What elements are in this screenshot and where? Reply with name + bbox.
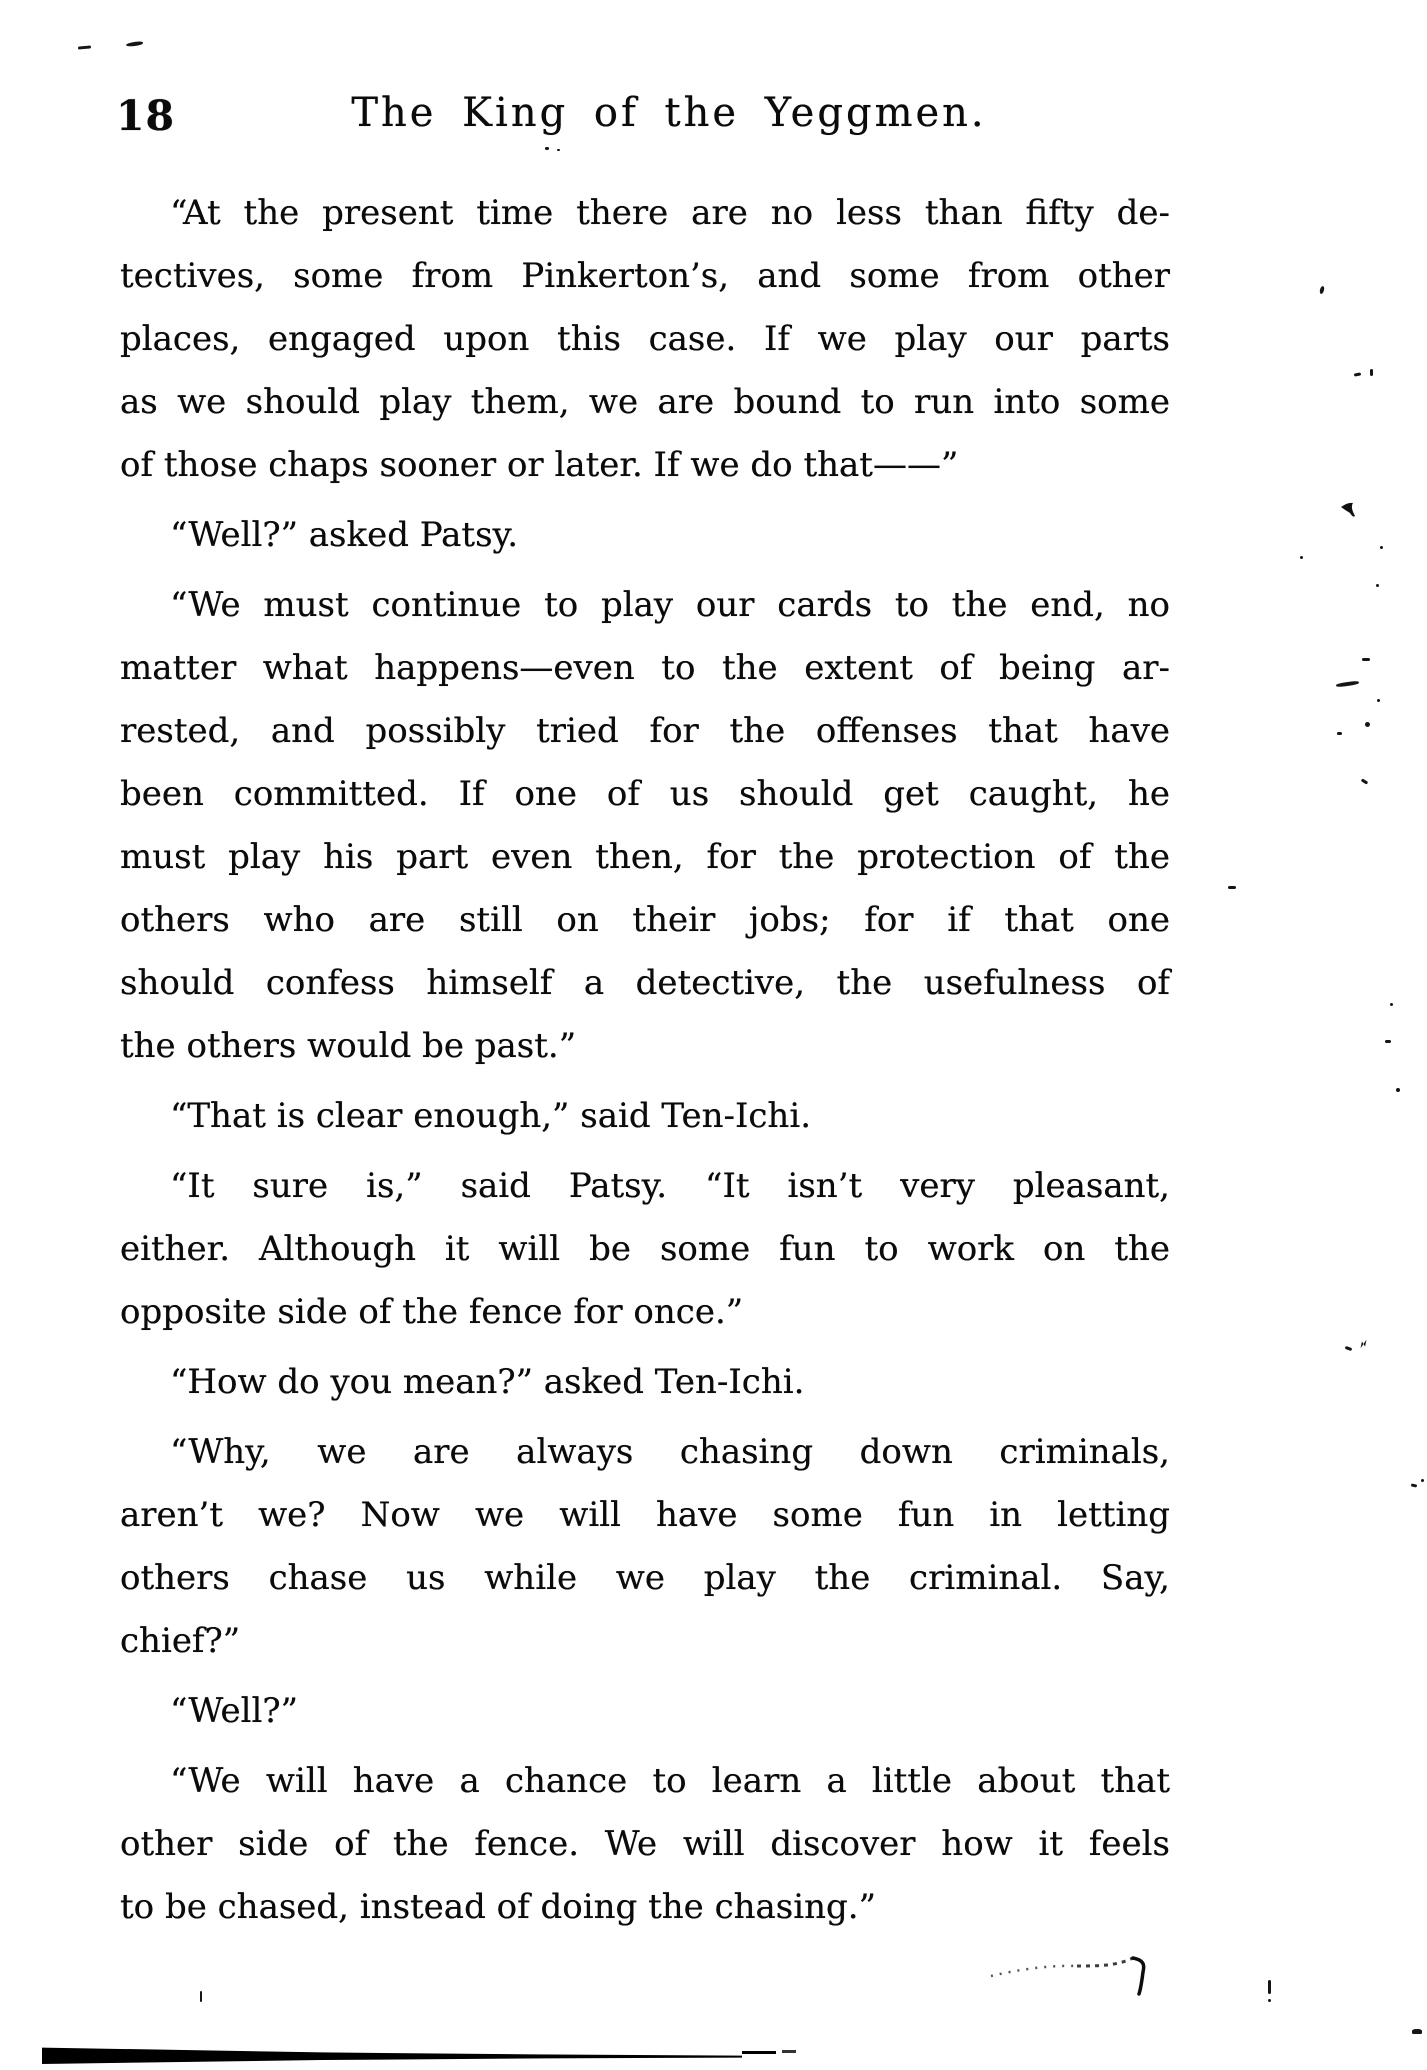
scan-edge-artifact [42,2044,742,2064]
ink-blot [1340,500,1362,520]
ink-speck [1358,1340,1369,1349]
text-line: places, engaged upon this case. If we play our parts [120,319,1170,359]
text-line: “How do you mean?” asked Ten-Ichi. [170,1362,805,1402]
ink-speck [1370,369,1373,376]
ink-speck [1411,1483,1417,1487]
text-line: matter what happens—even to the extent of being ar- [120,648,1170,688]
paragraph [120,504,1170,567]
text-line: of those chaps sooner or later. If we do that——” [120,445,959,485]
ink-speck [200,1991,202,2002]
text-line: “Well?” [170,1691,298,1731]
text-line: tectives, some from Pinkerton’s, and some from other [120,256,1170,296]
ink-speck [1412,2029,1422,2034]
paragraph [120,1680,1170,1743]
text-line: “That is clear enough,” said Ten-Ichi. [170,1096,812,1136]
text-line: must play his part even then, for the protection of the [120,837,1170,877]
text-line: to be chased, instead of doing the chasing.” [120,1887,876,1927]
ink-speck [1421,1479,1424,1482]
text-line: “We must continue to play our cards to the end, no [170,585,1170,625]
text-body [120,182,1170,1939]
ink-speck [1362,658,1370,661]
text-line: chief?” [120,1621,241,1661]
text-line: “It sure is,” said Patsy. “It isn’t very pleasant, [170,1166,1170,1206]
paragraph [120,1750,1170,1939]
ink-speck [1268,1980,1271,1994]
text-line: “Well?” asked Patsy. [170,515,519,555]
ink-speck [1336,680,1359,687]
ink-speck [1354,372,1361,376]
paragraph [120,574,1170,1078]
text-line: the others would be past.” [120,1026,577,1066]
ink-speck [1300,556,1303,559]
ink-speck [1377,699,1380,702]
text-line: others who are still on their jobs; for if that one [120,900,1170,940]
ink-speck [1345,1346,1353,1351]
ink-speck [1319,286,1325,295]
ink-speck [1228,886,1236,889]
ink-speck [126,41,143,47]
text-line: aren’t we? Now we will have some fun in letting [120,1495,1170,1535]
text-line: as we should play them, we are bound to run into some [120,382,1170,422]
ink-speck [1390,1003,1393,1006]
ink-speck [78,45,91,49]
ink-speck [1337,732,1342,735]
ink-speck [1361,778,1369,784]
ink-speck [1365,722,1370,727]
text-line: rested, and possibly tried for the offenses that have [120,711,1170,751]
paragraph [120,182,1170,497]
text-line: either. Although it will be some fun to work on the [120,1229,1170,1269]
paragraph [120,1421,1170,1673]
ink-speck [557,149,560,151]
paragraph [120,1155,1170,1344]
text-line: opposite side of the fence for once.” [120,1292,744,1332]
scan-edge-artifact-tail [742,2051,776,2054]
paragraph [120,1085,1170,1148]
paragraph [120,1351,1170,1414]
text-line: “Why, we are always chasing down criminals, [170,1432,1170,1472]
pencil-squiggle [985,1938,1175,2000]
text-line: “We will have a chance to learn a little about that [170,1761,1170,1801]
ink-speck [1376,584,1379,587]
ink-speck [1385,1040,1391,1043]
text-line: “At the present time there are no less than fifty de- [170,193,1170,233]
ink-speck [1380,546,1383,549]
text-line: been committed. If one of us should get caught, he [120,774,1170,814]
ink-speck [545,147,549,150]
text-line: should confess himself a detective, the usefulness of [120,963,1170,1003]
text-line: other side of the fence. We will discover how it feels [120,1824,1170,1864]
scan-edge-artifact-tail [782,2050,796,2053]
ink-speck [1396,1088,1400,1092]
running-title: The King of the Yeggmen. [351,90,987,136]
text-line: others chase us while we play the criminal. Say, [120,1558,1170,1598]
ink-speck [1268,1999,1271,2002]
page-number: 18 [116,92,176,140]
